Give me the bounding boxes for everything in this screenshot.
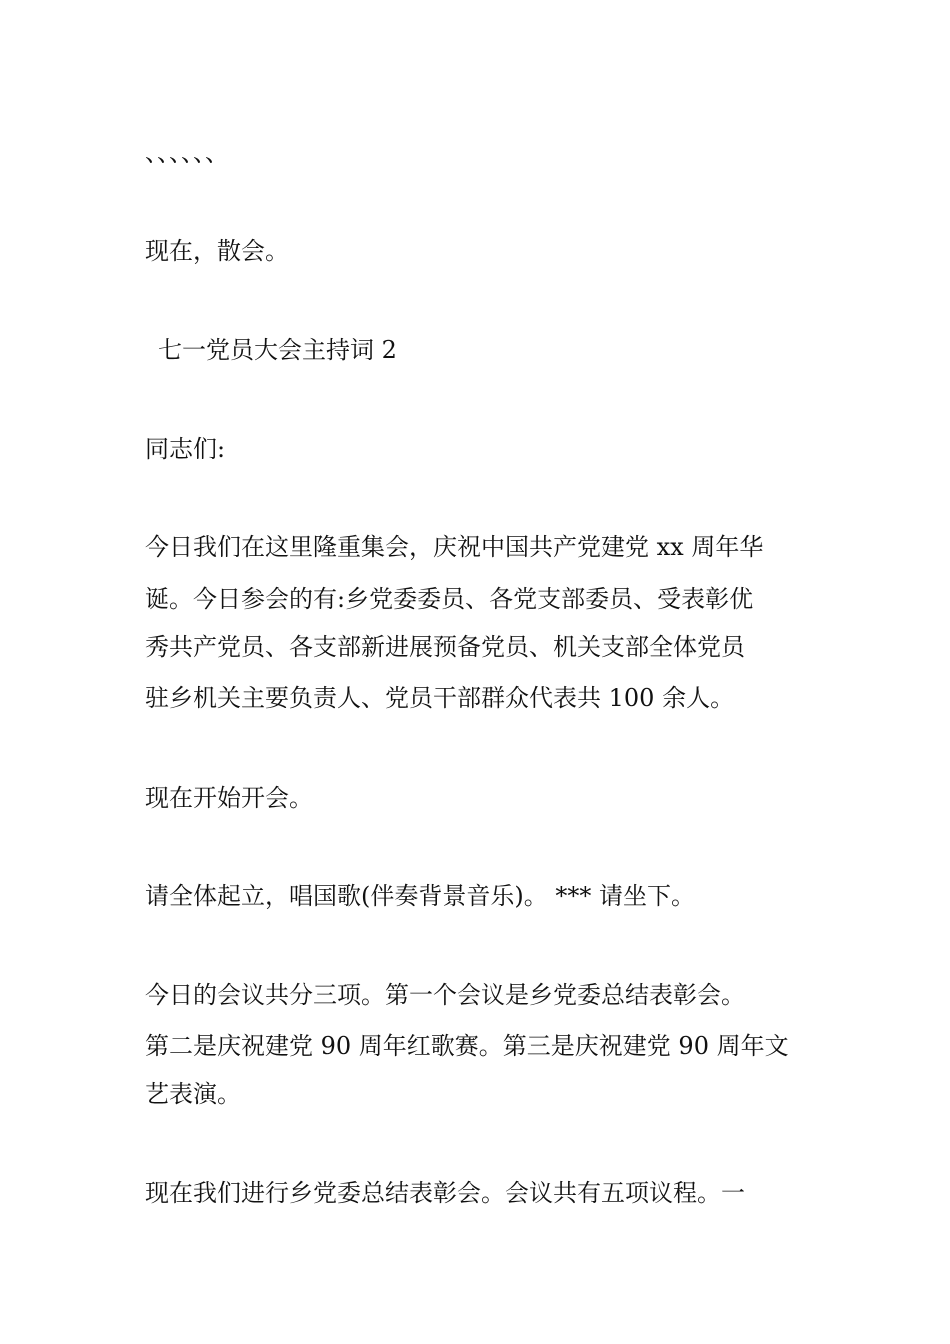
- paragraph-line: 今日我们在这里隆重集会，庆祝中国共产党建党 xx 周年华: [145, 533, 764, 561]
- salutation: 同志们:: [145, 435, 226, 463]
- anthem-line: 请全体起立，唱国歌(伴奏背景音乐)。 *** 请坐下。: [145, 882, 695, 910]
- section-heading: 七一党员大会主持词 2: [158, 336, 397, 364]
- paragraph-line: 诞。今日参会的有:乡党委委员、各党支部委员、受表彰优: [145, 585, 754, 613]
- paragraph-line: 艺表演。: [145, 1080, 241, 1108]
- ellipsis-marks: 、、、、、、: [145, 139, 229, 167]
- paragraph-line: 现在我们进行乡党委总结表彰会。会议共有五项议程。一: [145, 1179, 745, 1207]
- paragraph-line: 今日的会议共分三项。第一个会议是乡党委总结表彰会。: [145, 981, 745, 1009]
- paragraph-line: 驻乡机关主要负责人、党员干部群众代表共 100 余人。: [145, 684, 735, 712]
- closing-line: 现在，散会。: [145, 237, 289, 265]
- meeting-start-line: 现在开始开会。: [145, 784, 313, 812]
- paragraph-line: 秀共产党员、各支部新进展预备党员、机关支部全体党员: [145, 633, 745, 661]
- paragraph-line: 第二是庆祝建党 90 周年红歌赛。第三是庆祝建党 90 周年文: [145, 1032, 789, 1060]
